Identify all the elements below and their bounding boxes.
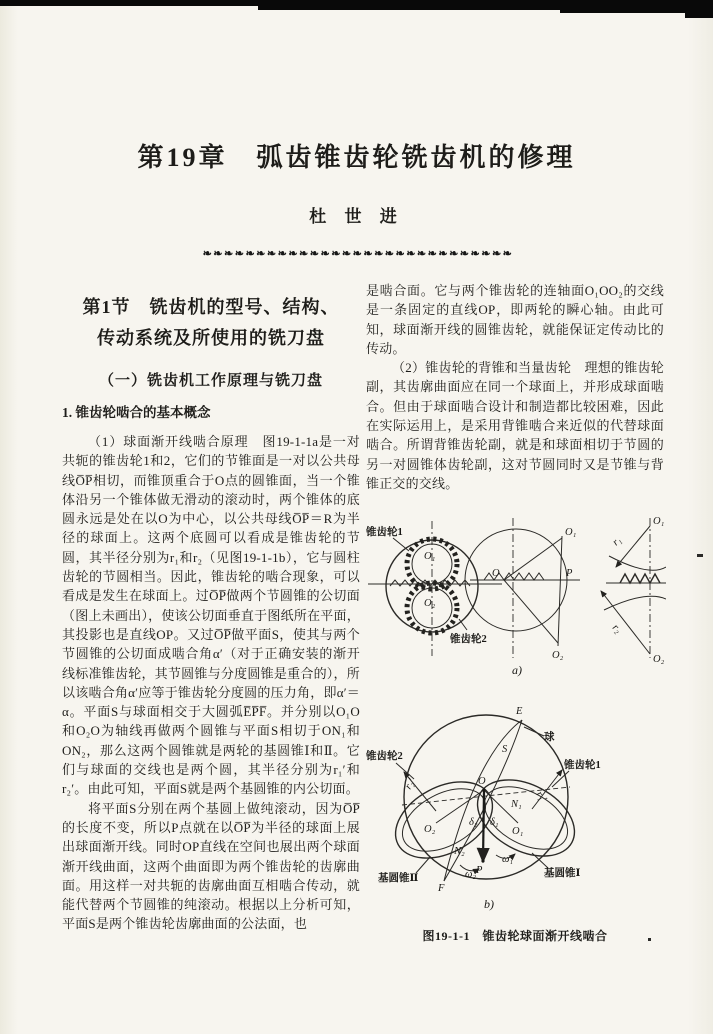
figure-19-1-1b — [366, 684, 664, 944]
omega1-label: ω₁ — [502, 854, 514, 866]
radius-r1-label: r₁ — [610, 535, 624, 549]
point-o-label: O — [492, 568, 500, 580]
scan-edge-artifact — [685, 0, 713, 18]
point-o2-label: O₂ — [424, 598, 436, 610]
subsection-title: （一）铣齿机工作原理与铣刀盘 — [98, 373, 323, 389]
angle-delta2-label: δ₂ — [469, 817, 478, 829]
point-p-label: P — [476, 865, 483, 877]
point-o2-label: O₂ — [424, 824, 436, 836]
spherical-involute-diagram-b — [366, 684, 666, 924]
point-o1-label: O₁ — [424, 551, 436, 563]
scan-speck — [697, 554, 703, 557]
point-e-label: E — [516, 706, 523, 718]
point-n2-label: N₂ — [454, 846, 465, 858]
left-column — [62, 292, 360, 934]
sphere-label: 球 — [544, 732, 555, 744]
subheading-basic-concepts: 1. 锥齿轮啮合的基本概念 — [62, 405, 211, 420]
subfig-front-view — [366, 521, 502, 656]
radius-r2-label: r₂ — [609, 622, 624, 636]
subfigure-b-tag: b) — [484, 897, 494, 912]
point-f-label: F — [438, 883, 445, 895]
plane-s-label: S — [502, 744, 508, 756]
point-o2-label: O₂ — [653, 654, 665, 666]
point-n1-label: N₁ — [511, 799, 522, 811]
gear2-label: 锥齿轮2 — [450, 634, 487, 646]
radius-r2-prime-label: r₂′ — [403, 777, 418, 792]
figure-19-1-1a — [366, 506, 664, 678]
figure-caption: 图19-1-1 锥齿轮球面渐开线啮合 — [422, 929, 608, 944]
body-paragraph: （2）锥齿轮的背锥和当量齿轮 理想的锥齿轮副，其齿廓曲面应在同一个球面上，并形成球面啮合。但由于球面啮合设计和制造都比较困难，因此在实际运用上，是采用背锥啮合来近似的代替球面啮合。所谓背锥齿轮副，就是和球面相切于节圆的另一对圆锥体齿轮副，这对节圆同时又是节锥与背锥正交的交线。 — [366, 360, 664, 491]
point-o1-label: O₁ — [565, 527, 577, 539]
angle-delta1-label: δ₁ — [490, 817, 499, 829]
section-title — [62, 292, 360, 354]
omega2-label: ω₂ — [465, 869, 477, 881]
right-column — [366, 281, 664, 944]
body-paragraph: 将平面S分别在两个基圆上做纯滚动，因为O̅P̅的长度不变，所以P点就在以O̅P̅为半径的球面上展出球面渐开线。同时OP直线在空间也展出两个球面渐开线曲面，这两个曲面即为两个锥齿轮的齿廓曲面。用这样一对共轭的齿廓曲面互相啮合传动，就能代替两个节圆锥的纯滚动。根据以上分析可知，平面S是两个锥齿轮齿廓曲面的公法面，也 — [62, 800, 360, 932]
point-o1-label: O₁ — [653, 516, 665, 528]
decorative-divider: ❧❧❧❧❧❧❧❧❧❧❧❧❧❧❧❧❧❧❧❧❧❧❧❧❧❧❧❧❧ — [202, 248, 514, 260]
subfig-pitch-radii-view — [601, 516, 666, 665]
section-title-line2: 传动系统及所使用的铣刀盘 — [97, 328, 325, 348]
gear2-label: 锥齿轮2 — [366, 751, 403, 763]
bevel-gear-mesh-diagram-a — [366, 506, 666, 678]
base-cone-1-label: 基圆锥Ⅰ — [544, 868, 581, 880]
point-o1-label: O₁ — [512, 826, 524, 838]
gear1-label: 锥齿轮1 — [564, 760, 601, 772]
body-paragraph: （1）球面渐开线啮合原理 图19-1-1a是一对共轭的锥齿轮1和2，它们的节锥面是一对以公共母线O̅P̅相切，而锥顶重合于O点的圆锥面，当一个锥体沿另一个锥体做无滑动的滚动时，两个锥体的底圆永远是处在以O为中心，以公共母线O̅P̅＝R为半径的球面上。这两个底圆可以看成是锥齿轮的节圆，其半径分别为r₁和r₂（见图19-1-1b），它与圆柱齿轮的节圆相当。因此，锥齿轮的啮合现象，可以看成是发生在球面上。过O̅P̅做两个节圆锥的公切面（图上未画出），使该公切面垂直于图纸所在平面，其投影也是直线OP。又过O̅P̅做平面S，使其与两个节圆锥的公切面成啮合角α′（对于正确安装的渐开线标准锥齿轮，其节圆锥与分度圆锥是重合的），所以该啮合角α′应等于锥齿轮分度圆的压力角，即α′＝α。平面S与球面相交于大圆弧E̅P̅F̅。并分别以O₁O和O₂O为轴线再做两个圆锥与平面S相切于ON₁和ON₂，那么这两个圆锥就是两轮的基圆锥Ⅰ和Ⅱ。它们与球面的交线也是两个圆，其半径分别为r₁′和r₂′。由此可知，平面S就是两个基圆锥的内公切面。 — [62, 434, 360, 797]
chapter-title: 第19章 弧齿锥齿轮铣齿机的修理 — [137, 143, 576, 172]
point-o-label: O — [478, 776, 486, 788]
section-title-line1: 第1节 铣齿机的型号、结构、 — [82, 297, 340, 317]
body-paragraph: 是啮合面。它与两个锥齿轮的连轴面O₁OO₂的交线是一条固定的直线OP，即两轮的瞬心轴。由此可知，球面渐开线的圆锥齿轮，就能保证定传动比的传动。 — [366, 283, 664, 356]
author-name: 杜 世 进 — [309, 207, 404, 226]
base-cone-2-label: 基圆锥Ⅱ — [378, 873, 419, 885]
radius-r1-prime-label: r₁′ — [533, 789, 549, 805]
subfigure-a-tag: a) — [512, 663, 522, 678]
point-o2-label: O₂ — [552, 650, 564, 662]
point-p-label: P — [566, 568, 573, 580]
gear1-label: 锥齿轮1 — [366, 527, 403, 539]
